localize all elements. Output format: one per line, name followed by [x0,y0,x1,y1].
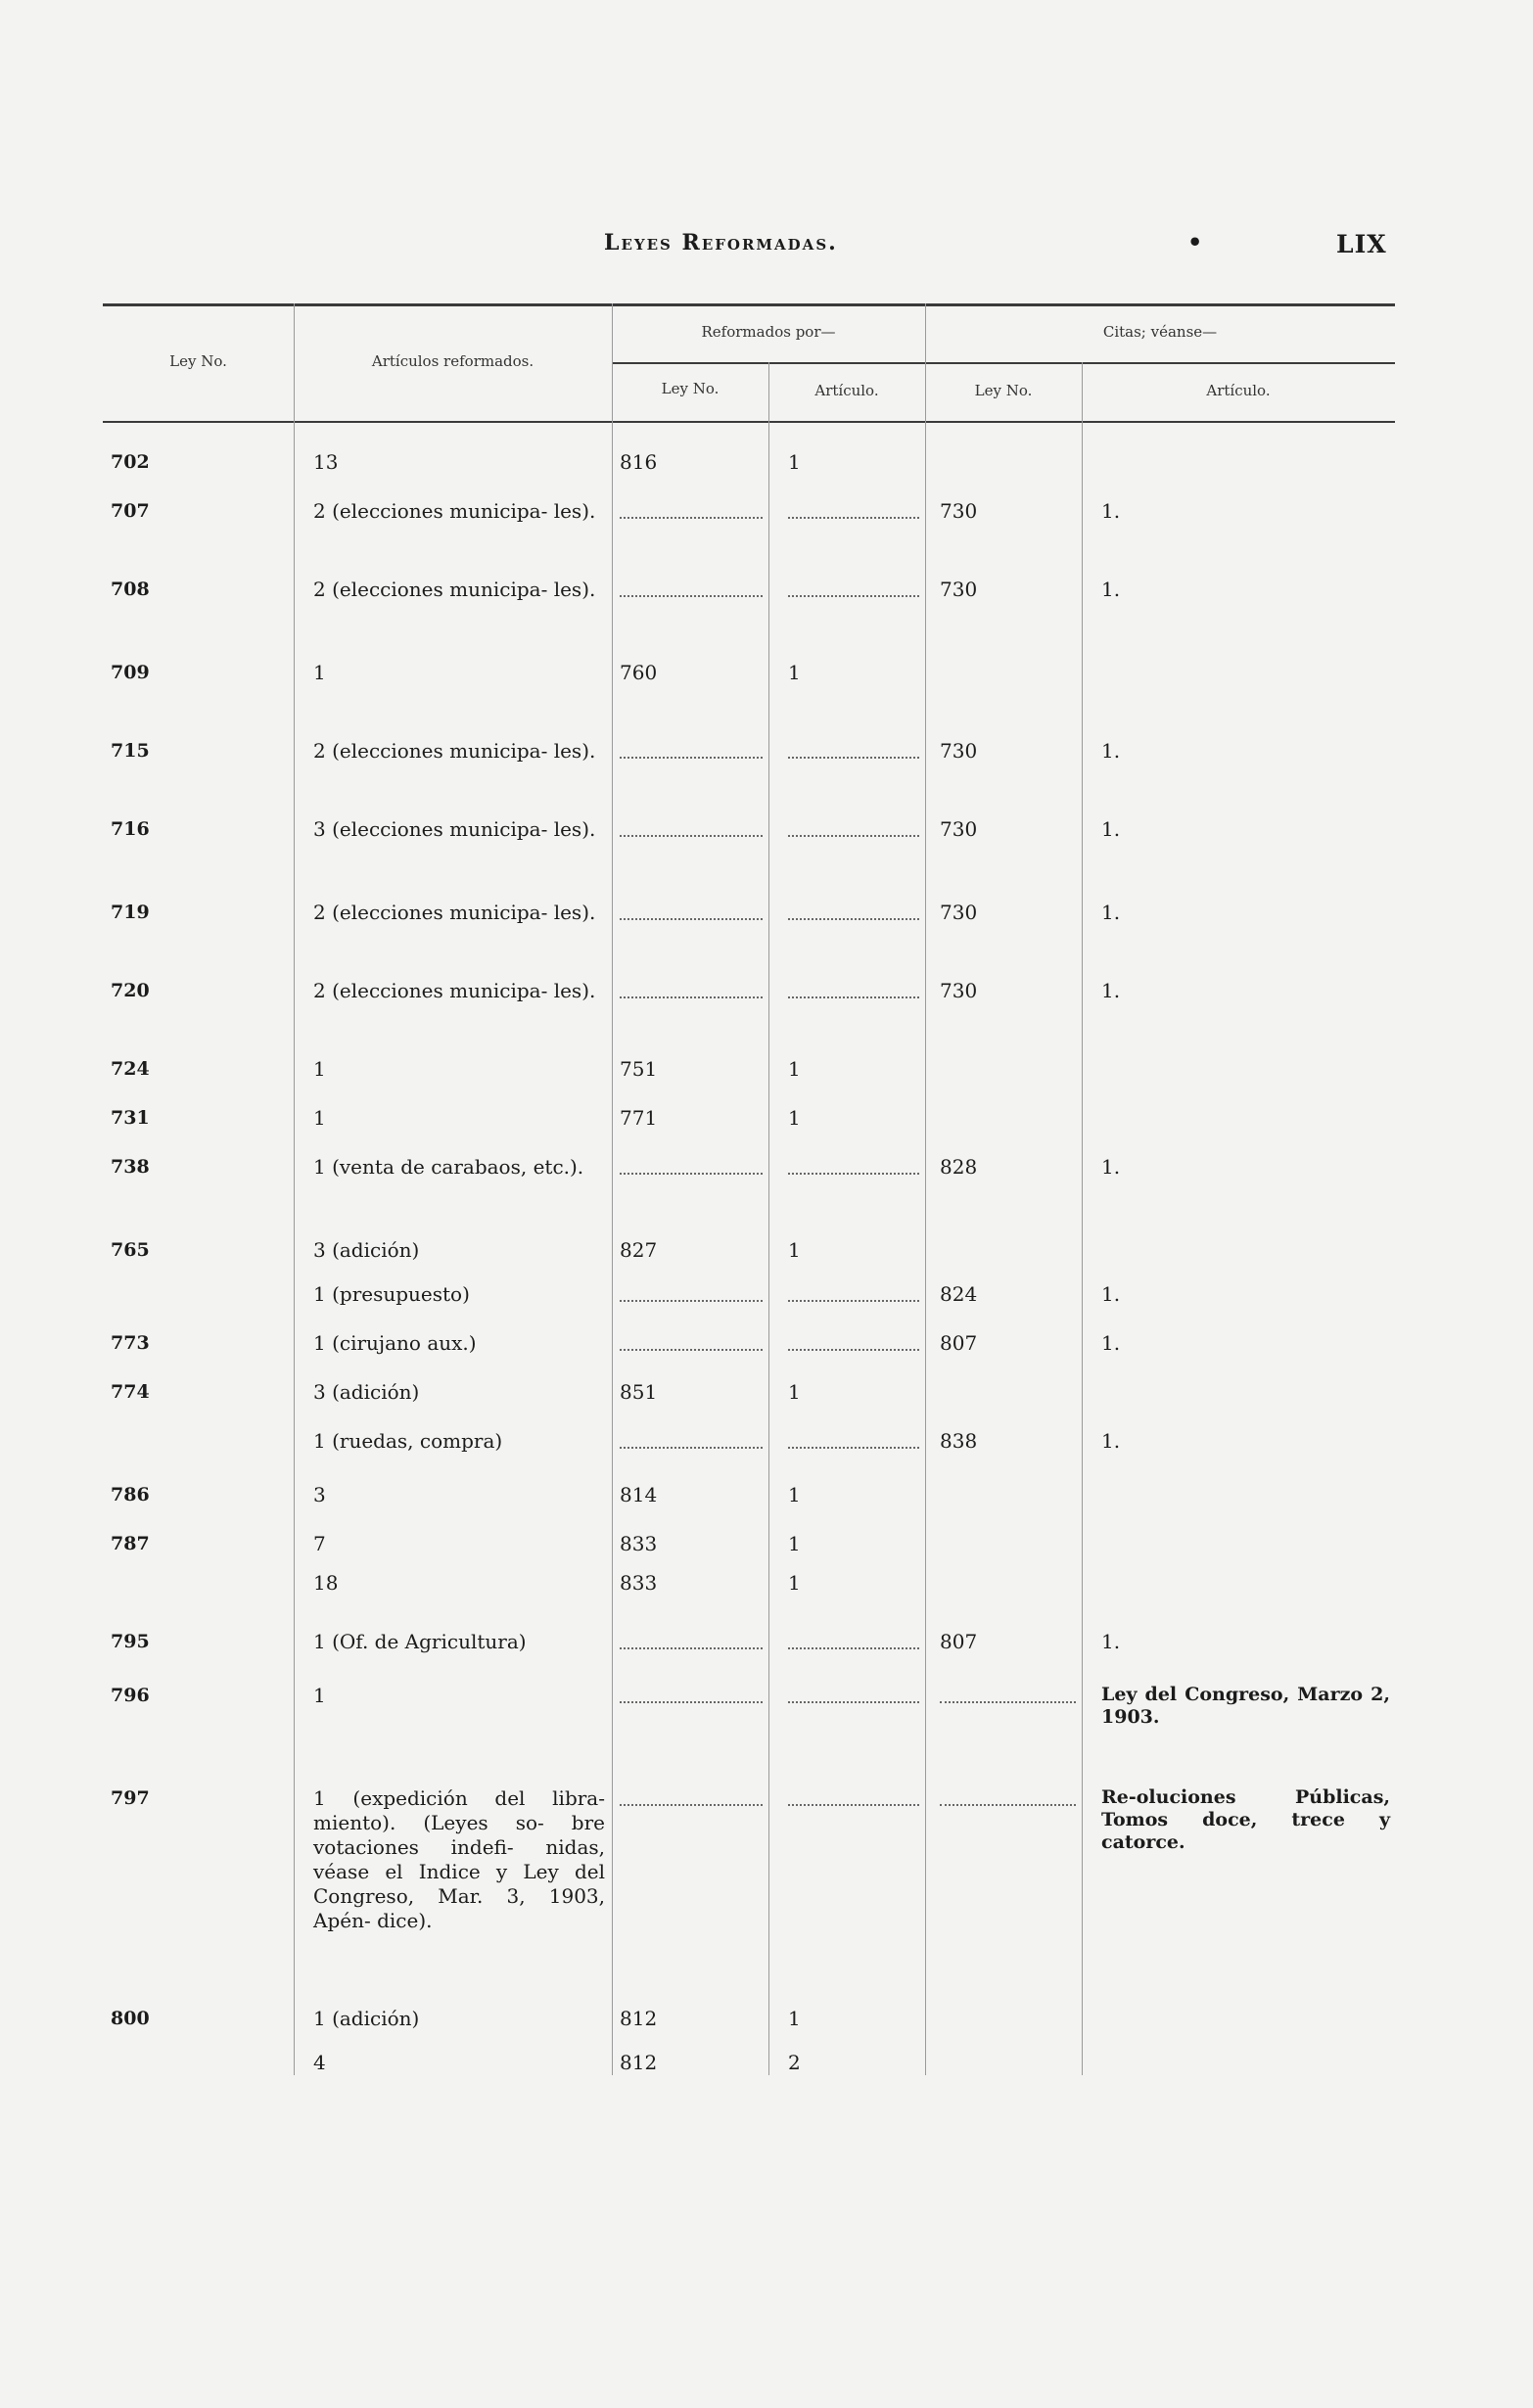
amended-by-law [620,1380,657,1405]
citation-article [1101,1684,1390,1729]
citation-law [940,578,977,602]
amended-by-article-text: 1 [788,2007,801,2030]
articles-amended [313,739,605,764]
citation-article-text: 1. [1101,1331,1121,1355]
citation-article [1101,578,1120,602]
amended-by-law [620,450,657,475]
citation-article [1101,739,1120,764]
law-number-text: 786 [111,1484,150,1505]
citation-article-text: 1. [1101,1630,1121,1653]
amended-by-article [788,1483,801,1507]
citation-law-text: 838 [940,1429,978,1453]
articles-amended-text: 18 [313,1571,339,1595]
amended-by-article [788,2007,801,2031]
articles-amended-text: 1 (cirujano aux.) [313,1331,477,1355]
citation-article-text: Re-oluciones Públicas, Tomos doce, trece y catorce. [1101,1786,1390,1853]
citation-article [1101,901,1120,925]
amended-by-law [620,1057,657,1082]
subheader-articulo: Artículo. [814,382,879,399]
citation-article-text: 1. [1101,499,1121,523]
dot-leader [788,1429,919,1449]
articles-amended [313,1429,605,1454]
articles-amended [313,1483,605,1507]
law-number [111,739,289,764]
articles-amended-text: 3 (adición) [313,1380,420,1404]
citation-law [940,817,977,842]
articles-amended-text: 2 (elecciones municipa- les). [313,499,596,523]
dot-leader [620,499,763,519]
law-number [111,979,289,1003]
dot-leader [620,578,763,597]
amended-by-law-text: 771 [620,1106,658,1130]
articles-amended-text: 1 (expedición del libra- miento). (Leyes so- bre votaciones indefi- nidas, véase el Indice y Ley del Congreso, Mar. 3, 1903, Apén- dice). [313,1786,605,1932]
amended-laws-table [103,294,1395,2074]
dot-leader [788,578,919,597]
citation-article [1101,499,1120,524]
amended-by-law [620,2007,657,2031]
citation-law-text: 730 [940,817,978,841]
citation-law [940,739,977,764]
dot-leader [788,901,919,920]
articles-amended [313,2051,605,2075]
articles-amended [313,1331,605,1356]
amended-by-article [788,1106,801,1131]
citation-article-text: 1. [1101,739,1121,763]
citation-article-text: 1. [1101,979,1121,1002]
articles-amended [313,1786,605,1933]
articles-amended [313,661,605,685]
column-divider [1082,362,1083,2075]
articles-amended [313,1155,605,1180]
amended-by-article-text: 1 [788,1483,801,1506]
subheader-articulo: Artículo. [1206,382,1271,399]
law-number [111,499,289,524]
law-number [111,2007,289,2031]
law-number-text: 708 [111,579,150,600]
amended-by-law [620,1571,657,1596]
articles-amended-text: 3 (adición) [313,1238,420,1262]
column-divider [294,303,295,2075]
law-number [111,1483,289,1507]
law-number-text: 715 [111,740,150,762]
law-number-text: 720 [111,980,150,1001]
amended-by-law [620,661,657,685]
dot-leader [788,1155,919,1175]
articles-amended-text: 2 (elecciones municipa- les). [313,578,596,601]
articles-amended-text: 1 (adición) [313,2007,420,2030]
amended-by-article-text: 1 [788,661,801,684]
citation-article-text: 1. [1101,1155,1121,1179]
law-number [111,1057,289,1082]
law-number-text: 796 [111,1685,150,1706]
articles-amended [313,1380,605,1405]
law-number [111,1106,289,1131]
citation-article [1101,1331,1120,1356]
amended-by-article [788,1238,801,1263]
articles-amended-text: 1 (Of. de Agricultura) [313,1630,527,1653]
law-number [111,1630,289,1654]
header-ley-no: Ley No. [169,352,227,370]
amended-by-article-text: 1 [788,1057,801,1081]
law-number [111,450,289,475]
dot-leader [788,1630,919,1649]
articles-amended-text: 1 (ruedas, compra) [313,1429,503,1453]
law-number [111,578,289,602]
dot-leader [620,1429,763,1449]
dot-leader [940,1786,1076,1806]
articles-amended-text: 3 (elecciones municipa- les). [313,817,596,841]
citation-article [1101,979,1120,1003]
articles-amended-text: 1 [313,1684,326,1707]
articles-amended-text: 3 [313,1483,326,1506]
law-number-text: 719 [111,902,150,923]
top-rule [103,303,1395,306]
law-number-text: 716 [111,818,150,840]
articles-amended-text: 2 (elecciones municipa- les). [313,739,596,763]
amended-by-law-text: 812 [620,2051,658,2074]
subheader-ley-no: Ley No. [974,382,1033,399]
dot-leader [620,739,763,759]
articles-amended-text: 1 (presupuesto) [313,1282,470,1306]
law-number-text: 724 [111,1058,150,1080]
column-divider [768,362,769,2075]
subheader-rule [612,362,1395,364]
amended-by-law-text: 816 [620,450,658,474]
citation-article [1101,1155,1120,1180]
dot-leader [788,1331,919,1351]
header-reformados-por: Reformados por— [701,323,836,341]
law-number-text: 787 [111,1533,150,1554]
articles-amended [313,1057,605,1082]
citation-article [1101,817,1120,842]
law-number [111,1238,289,1263]
header-bottom-rule [103,421,1395,423]
citation-law [940,1331,977,1356]
articles-amended [313,1630,605,1654]
law-number [111,901,289,925]
amended-by-law [620,2051,657,2075]
amended-by-law [620,1532,657,1556]
law-number [111,1786,289,1811]
dot-leader [788,739,919,759]
law-number [111,817,289,842]
citation-article-text: 1. [1101,817,1121,841]
articles-amended [313,1532,605,1556]
citation-law [940,1630,977,1654]
dot-leader [620,1684,763,1703]
column-divider [925,303,926,2075]
page-number: LIX [1336,230,1387,258]
amended-by-article [788,450,801,475]
articles-amended [313,1282,605,1307]
amended-by-law-text: 814 [620,1483,658,1506]
law-number [111,1380,289,1405]
law-number-text: 774 [111,1381,150,1403]
amended-by-article-text: 1 [788,1571,801,1595]
law-number-text: 738 [111,1156,150,1178]
amended-by-article-text: 1 [788,1532,801,1555]
amended-by-article-text: 1 [788,450,801,474]
dot-leader [788,1786,919,1806]
amended-by-law-text: 760 [620,661,658,684]
articles-amended [313,499,605,524]
dot-leader [620,1155,763,1175]
dot-leader [620,1331,763,1351]
amended-by-law [620,1106,657,1131]
law-number [111,1155,289,1180]
citation-law [940,979,977,1003]
amended-by-article [788,1532,801,1556]
law-number [111,661,289,685]
citation-law [940,499,977,524]
citation-article-text: 1. [1101,578,1121,601]
articles-amended-text: 13 [313,450,339,474]
articles-amended-text: 4 [313,2051,326,2074]
amended-by-law-text: 751 [620,1057,658,1081]
citation-law-text: 824 [940,1282,978,1306]
articles-amended [313,1238,605,1263]
citation-law [940,1282,977,1307]
amended-by-article [788,1057,801,1082]
law-number-text: 773 [111,1332,150,1354]
citation-article [1101,1786,1390,1854]
citation-law-text: 730 [940,739,978,763]
citation-article-text: 1. [1101,1282,1121,1306]
running-title: Leyes Reformadas. [604,230,838,255]
law-number-text: 731 [111,1107,150,1129]
dot-leader [620,901,763,920]
citation-law-text: 730 [940,979,978,1002]
law-number [111,1684,289,1708]
amended-by-article-text: 1 [788,1380,801,1404]
citation-law-text: 730 [940,578,978,601]
dot-leader [620,1630,763,1649]
dot-leader [620,1282,763,1302]
citation-law-text: 828 [940,1155,978,1179]
articles-amended-text: 1 [313,1106,326,1130]
articles-amended [313,450,605,475]
articles-amended-text: 2 (elecciones municipa- les). [313,979,596,1002]
articles-amended [313,1684,605,1708]
amended-by-law-text: 851 [620,1380,658,1404]
amended-by-law-text: 833 [620,1532,658,1555]
citation-law [940,901,977,925]
amended-by-article [788,2051,801,2075]
citation-article [1101,1282,1120,1307]
law-number-text: 702 [111,451,150,473]
amended-by-law-text: 812 [620,2007,658,2030]
dot-leader [788,817,919,837]
articles-amended [313,979,605,1003]
dot-leader [940,1684,1076,1703]
law-number-text: 797 [111,1787,150,1809]
citation-article-text: 1. [1101,901,1121,924]
dot-leader [788,979,919,998]
articles-amended [313,901,605,925]
amended-by-article [788,661,801,685]
citation-law-text: 807 [940,1630,978,1653]
law-number-text: 709 [111,662,150,683]
amended-by-law-text: 833 [620,1571,658,1595]
header-articulos-reformados: Artículos reformados. [371,352,534,370]
citation-law-text: 807 [940,1331,978,1355]
articles-amended [313,578,605,602]
law-number [111,1532,289,1556]
citation-law [940,1155,977,1180]
citation-law [940,1429,977,1454]
column-divider [612,303,613,2075]
law-number-text: 765 [111,1239,150,1261]
amended-by-article-text: 2 [788,2051,801,2074]
articles-amended [313,1106,605,1131]
amended-by-article [788,1571,801,1596]
articles-amended [313,817,605,842]
dot-leader [788,1282,919,1302]
dot-leader [788,499,919,519]
header-dot: • [1187,228,1203,256]
amended-by-law-text: 827 [620,1238,658,1262]
amended-by-article-text: 1 [788,1238,801,1262]
subheader-ley-no: Ley No. [661,380,720,397]
dot-leader [620,817,763,837]
dot-leader [620,979,763,998]
header-citas: Citas; véanse— [1102,323,1218,341]
law-number-text: 707 [111,500,150,522]
amended-by-law [620,1238,657,1263]
articles-amended-text: 7 [313,1532,326,1555]
citation-article-text: Ley del Congreso, Marzo 2, 1903. [1101,1684,1390,1728]
citation-law-text: 730 [940,499,978,523]
citation-article-text: 1. [1101,1429,1121,1453]
articles-amended-text: 1 [313,661,326,684]
amended-by-article-text: 1 [788,1106,801,1130]
amended-by-law [620,1483,657,1507]
articles-amended-text: 1 (venta de carabaos, etc.). [313,1155,584,1179]
articles-amended-text: 2 (elecciones municipa- les). [313,901,596,924]
page-header [0,230,1533,269]
citation-law-text: 730 [940,901,978,924]
amended-by-article [788,1380,801,1405]
citation-article [1101,1429,1120,1454]
articles-amended [313,1571,605,1596]
law-number-text: 800 [111,2008,150,2029]
law-number-text: 795 [111,1631,150,1652]
citation-article [1101,1630,1120,1654]
dot-leader [620,1786,763,1806]
articles-amended [313,2007,605,2031]
law-number [111,1331,289,1356]
dot-leader [788,1684,919,1703]
articles-amended-text: 1 [313,1057,326,1081]
